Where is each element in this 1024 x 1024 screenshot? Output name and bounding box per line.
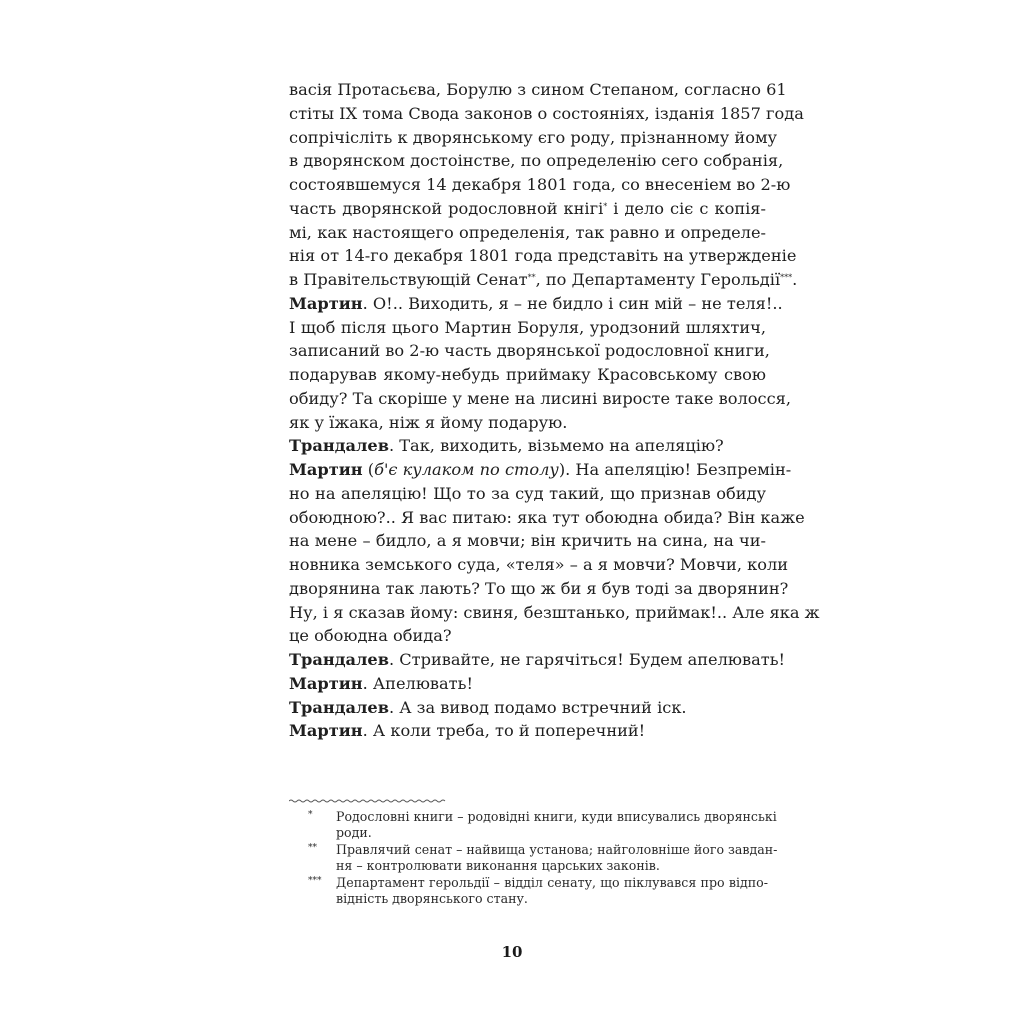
footnote-ref: *** [780, 273, 793, 282]
footnote-item [308, 809, 777, 842]
text-line: мі, как настоящего определенія, так равно и определе- [289, 222, 766, 242]
footnote-ref: * [603, 201, 608, 211]
dialogue-line: дворянина так лають? То що ж би я був тоді за дворянин? [289, 578, 789, 598]
footnote-separator [289, 797, 447, 805]
footnote-mark: * [308, 810, 313, 820]
text-line: стіты IX тома Свода законов о состояніях, ізданія 1857 года [289, 103, 804, 123]
footnote-ref: ** [527, 273, 536, 282]
text-line: состоявшемуся 14 декабря 1801 года, со внесеніем во 2-ю [289, 175, 791, 194]
dialogue-line: на мене – бидло, а я мовчи; він кричить на сина, на чи- [289, 531, 766, 551]
speaker-name: Мартин [289, 293, 363, 313]
dialogue-line: Мартин. Апелювать! [289, 673, 473, 693]
dialogue-line: Трандалев. А за вивод подамо встречний іск. [289, 697, 687, 717]
footnote-line: роди. [336, 825, 372, 841]
text-line: в дворянском достоінстве, по определенію сего собранія, [289, 151, 784, 171]
text-line: нія от 14-го декабря 1801 года представіть на утвержденіе [289, 246, 797, 266]
dialogue-line: обоюдною?.. Я вас питаю: яка тут обоюдна обида? Він каже [289, 507, 805, 527]
dialogue-line: як у їжака, ніж я йому подарую. [289, 412, 568, 432]
dialogue-line: Ну, і я сказав йому: свиня, безштанько, приймак!.. Але яка ж [289, 602, 820, 622]
dialogue-line: записаний во 2-ю часть дворянської родословної книги, [289, 341, 770, 361]
speaker-name: Трандалев [289, 650, 389, 669]
dialogue-line: Мартин (б'є кулаком по столу). На апеляцію! Безпремін- [289, 460, 792, 479]
footnote-line: Правлячий сенат – найвища установа; найголовніше його завдан- [336, 841, 778, 857]
footnote-line: Департамент герольдії – відділ сенату, що піклувався про відпо- [336, 874, 768, 890]
speaker-name: Мартин [289, 673, 363, 693]
footnote-line: ня – контролювати виконання царських законів. [336, 858, 660, 874]
footnote-mark: ** [308, 842, 317, 853]
page-body [289, 78, 820, 743]
dialogue-line: Трандалев. Стривайте, не гарячіться! Будем апелювать! [289, 650, 786, 669]
text-line: сопрічісліть к дворянському єго роду, прізнанному йому [289, 127, 778, 147]
dialogue-line: І щоб після цього Мартин Боруля, уродзоний шляхтич, [289, 317, 766, 337]
speaker-name: Мартин [289, 460, 363, 479]
dialogue-line: подарував якому-небудь приймаку Красовському свою [289, 365, 766, 384]
footnote-line: Родословні книги – родовідні книги, куди вписувались дворянські [336, 809, 777, 824]
speaker-name: Трандалев [289, 697, 389, 717]
dialogue-line: новника земського суда, «теля» – а я мовчи? Мовчи, коли [289, 555, 789, 574]
dialogue-line: це обоюдна обида? [289, 626, 452, 646]
footnote-item [308, 875, 768, 908]
dialogue-line: Мартин. А коли треба, то й поперечний! [289, 721, 646, 741]
footnote-mark: *** [308, 875, 322, 886]
body-text [289, 78, 820, 743]
speaker-name: Трандалев [289, 436, 389, 456]
dialogue-line: Трандалев. Так, виходить, візьмемо на апеляцію? [289, 436, 724, 456]
footnote-item [308, 841, 778, 875]
footnotes [308, 809, 778, 907]
dialogue-line: обиду? Та скоріше у мене на лисині виросте таке волосся, [289, 388, 791, 408]
text-line: васія Протасьєва, Борулю з сином Степаном, согласно 61 [289, 80, 787, 99]
stage-direction: б'є кулаком по столу [374, 460, 559, 479]
dialogue-line: но на апеляцію! Що то за суд такий, що признав обиду [289, 483, 766, 503]
speaker-name: Мартин [289, 721, 363, 741]
text-line: часть дворянской родословной кнігі* і дело сіє с копія- [289, 198, 766, 218]
text-line: в Правітельствующій Сенат**, по Департаменту Герольдії***. [289, 270, 798, 289]
dialogue-line: Мартин. О!.. Виходить, я – не бидло і син мій – не теля!.. [289, 293, 783, 313]
footnote-line: відність дворянського стану. [336, 891, 528, 907]
page-number: 10 [501, 943, 523, 961]
